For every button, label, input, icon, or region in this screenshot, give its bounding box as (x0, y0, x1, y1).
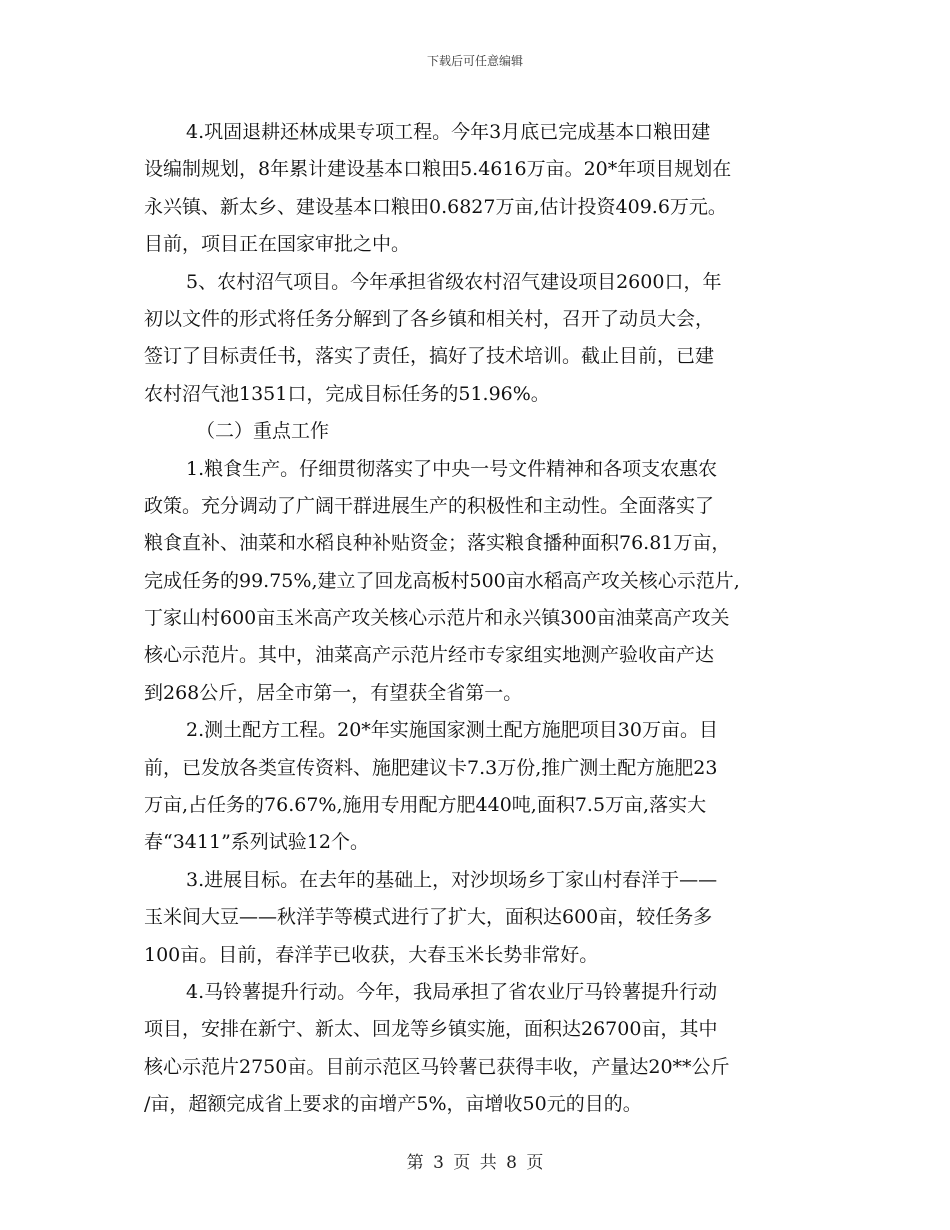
paragraph-line: 核心示范片2750亩。目前示范区马铃薯已获得丰收，产量达20**公斤 (144, 1055, 730, 1078)
paragraph-line: 5、农村沼气项目。今年承担省级农村沼气建设项目2600口，年 (186, 270, 722, 293)
paragraph-line: 3.进展目标。在去年的基础上，对沙坝场乡丁家山村春洋于—— (186, 868, 718, 891)
paragraph-line: 丁家山村600亩玉米高产攻关核心示范片和永兴镇300亩油菜高产攻关 (144, 607, 730, 630)
paragraph-line: 1.粮食生产。仔细贯彻落实了中央一号文件精神和各项支农惠农 (186, 457, 718, 480)
paragraph-line: 春“3411”系列试验12个。 (144, 831, 369, 854)
paragraph-line: /亩，超额完成省上要求的亩增产5%，亩增收50元的目的。 (144, 1093, 642, 1116)
paragraph-line: 政策。充分调动了广阔干群进展生产的积极性和主动性。全面落实了 (144, 494, 715, 517)
paragraph-line: 项目，安排在新宁、新太、回龙等乡镇实施，面积达26700亩，其中 (144, 1018, 718, 1041)
paragraph-line: 初以文件的形式将任务分解到了各乡镇和相关村，召开了动员大会， (144, 307, 715, 330)
paragraph-line: 万亩,占任务的76.67%,施用专用配方肥440吨,面积7.5万亩,落实大 (144, 794, 707, 817)
paragraph-line: 到268公斤，居全市第一，有望获全省第一。 (144, 681, 523, 704)
paragraph-line: 玉米间大豆——秋洋芋等模式进行了扩大，面积达600亩，较任务多 (144, 906, 713, 929)
paragraph-line: 核心示范片。其中，油菜高产示范片经市专家组实地测产验收亩产达 (144, 644, 715, 667)
paragraph-line: 签订了目标责任书，落实了责任，搞好了技术培训。截止目前，已建 (144, 345, 715, 368)
paragraph-line: 粮食直补、油菜和水稻良种补贴资金；落实粮食播种面积76.81万亩， (144, 532, 731, 555)
paragraph-line: 前，已发放各类宣传资料、施肥建议卡7.3万份,推广测土配方施肥23 (144, 756, 718, 779)
page-header: 下载后可任意编辑 (426, 54, 523, 68)
document-body (144, 114, 812, 1124)
paragraph-line: 100亩。目前，春洋芋已收获，大春玉米长势非常好。 (144, 943, 599, 966)
page-number-footer: 第 3 页 共 8 页 (406, 1153, 544, 1173)
section-heading: （二）重点工作 (196, 420, 330, 443)
paragraph-line: 4.巩固退耕还林成果专项工程。今年3月底已完成基本口粮田建 (186, 121, 711, 143)
paragraph-line: 目前，项目正在国家审批之中。 (144, 233, 411, 256)
paragraph-line: 农村沼气池1351口，完成目标任务的51.96%。 (144, 382, 550, 405)
paragraph-line: 设编制规划，8年累计建设基本口粮田5.4616万亩。20*年项目规划在 (144, 158, 732, 181)
paragraph-line: 4.马铃薯提升行动。今年，我局承担了省农业厅马铃薯提升行动 (186, 980, 718, 1003)
paragraph-line: 永兴镇、新太乡、建设基本口粮田0.6827万亩,估计投资409.6万元。 (144, 195, 727, 218)
paragraph-line: 完成任务的99.75%,建立了回龙高板村500亩水稻高产攻关核心示范片, (144, 569, 740, 592)
paragraph-line: 2.测土配方工程。20*年实施国家测土配方施肥项目30万亩。目 (186, 719, 718, 742)
